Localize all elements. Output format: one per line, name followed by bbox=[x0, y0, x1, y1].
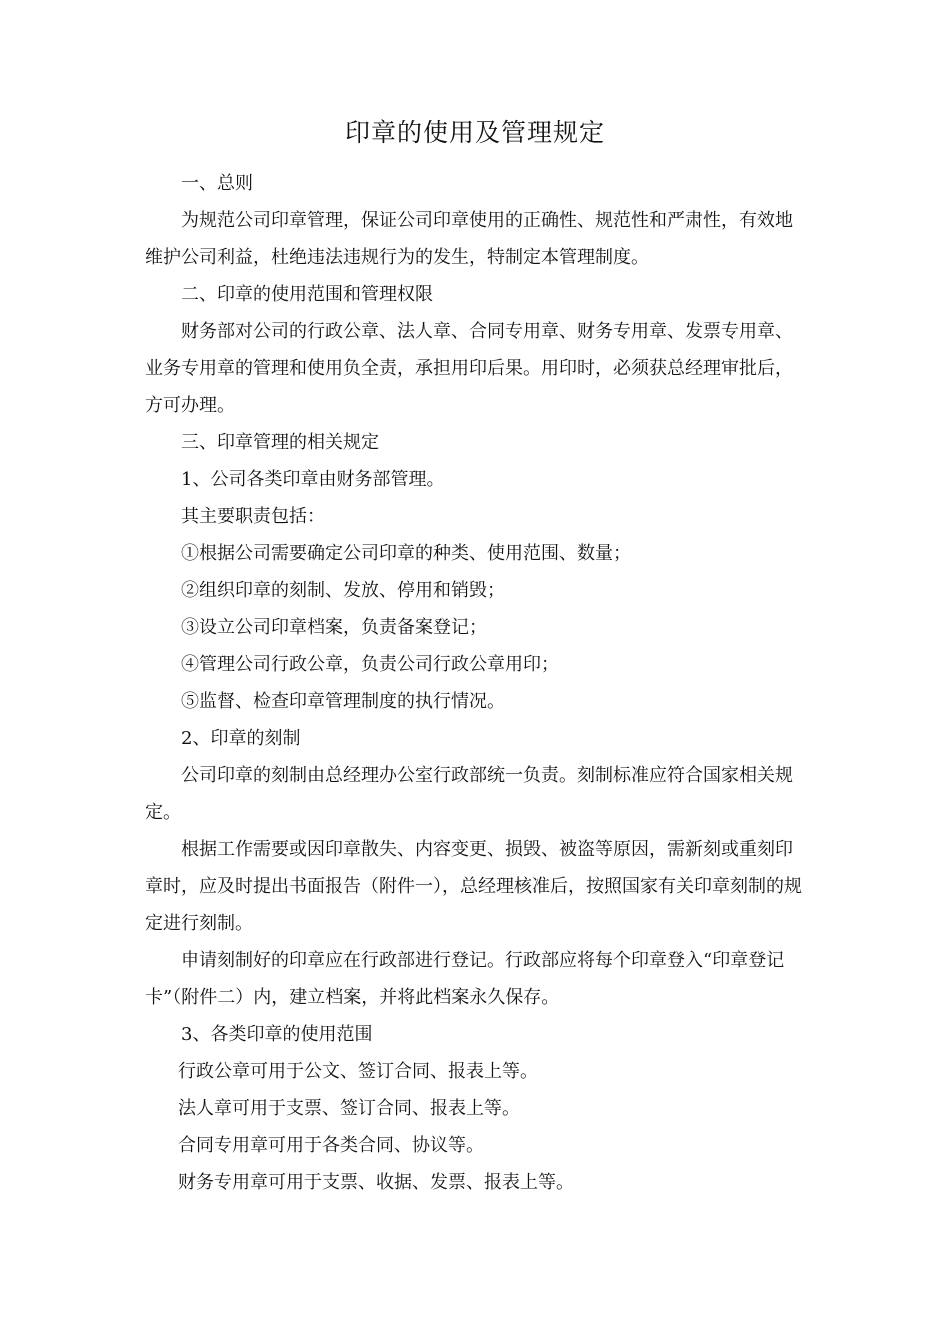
subsection-heading-usage-scope: 3、各类印章的使用范围 bbox=[181, 1024, 373, 1045]
usage-scope-item: 合同专用章可用于各类合同、协议等。 bbox=[178, 1135, 484, 1156]
section-paragraph-general: 为规范公司印章管理，保证公司印章使用的正确性、规范性和严肃性，有效地维护公司利益，杜绝违法违规行为的发生，特制定本管理制度。 bbox=[145, 210, 793, 268]
responsibility-item: ①根据公司需要确定公司印章的种类、使用范围、数量； bbox=[181, 543, 631, 564]
responsibilities-intro: 其主要职责包括： bbox=[181, 506, 325, 527]
usage-scope-item: 法人章可用于支票、签订合同、报表上等。 bbox=[178, 1098, 520, 1119]
section-heading-general: 一、总则 bbox=[181, 173, 253, 194]
section-paragraph-scope-authority: 财务部对公司的行政公章、法人章、合同专用章、财务专用章、发票专用章、业务专用章的管理和使用负全责，承担用印后果。用印时，必须获总经理审批后，方可办理。 bbox=[145, 321, 793, 416]
document-title: 印章的使用及管理规定 bbox=[344, 118, 605, 147]
responsibility-item: ⑤监督、检查印章管理制度的执行情况。 bbox=[181, 691, 505, 712]
section-heading-regulations: 三、印章管理的相关规定 bbox=[181, 432, 379, 453]
engraving-paragraph: 根据工作需要或因印章散失、内容变更、损毁、被盗等原因，需新刻或重刻印章时，应及时提出书面报告（附件一），总经理核准后，按照国家有关印章刻制的规定进行刻制。 bbox=[145, 839, 802, 934]
section-heading-scope-authority: 二、印章的使用范围和管理权限 bbox=[181, 284, 433, 305]
engraving-paragraph: 公司印章的刻制由总经理办公室行政部统一负责。刻制标准应符合国家相关规定。 bbox=[145, 765, 793, 823]
document-body bbox=[145, 165, 805, 1201]
usage-scope-item: 行政公章可用于公文、签订合同、报表上等。 bbox=[178, 1061, 538, 1082]
responsibility-item: ②组织印章的刻制、发放、停用和销毁； bbox=[181, 580, 505, 601]
usage-scope-item: 财务专用章可用于支票、收据、发票、报表上等。 bbox=[178, 1172, 574, 1193]
responsibility-item: ④管理公司行政公章，负责公司行政公章用印； bbox=[181, 654, 559, 675]
subsection-heading-management: 1、公司各类印章由财务部管理。 bbox=[181, 469, 445, 490]
subsection-heading-engraving: 2、印章的刻制 bbox=[181, 728, 301, 749]
responsibility-item: ③设立公司印章档案，负责备案登记； bbox=[181, 617, 487, 638]
engraving-paragraph: 申请刻制好的印章应在行政部进行登记。行政部应将每个印章登入“印章登记卡”（附件二）内，建立档案，并将此档案永久保存。 bbox=[145, 950, 785, 1008]
